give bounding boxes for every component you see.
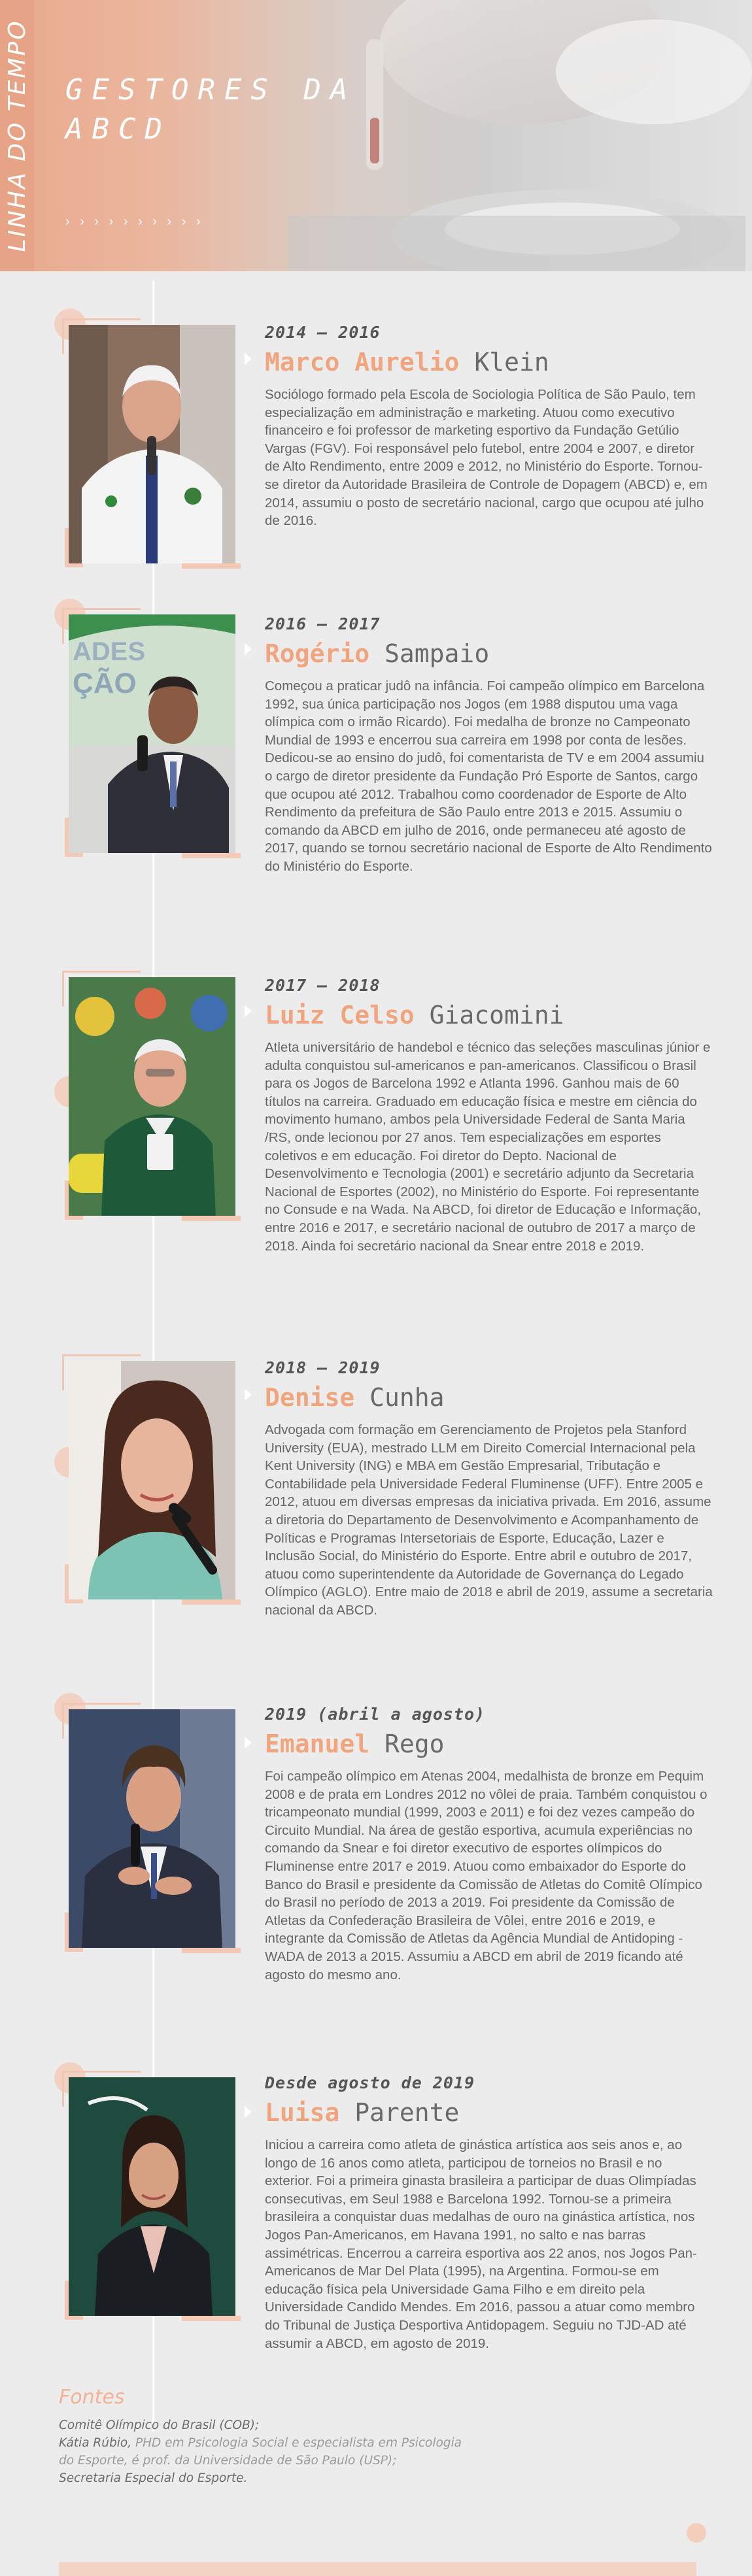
- entry-name: Denise Cunha: [265, 1383, 445, 1412]
- entry-name: Marco Aurelio Klein: [265, 348, 549, 376]
- entry-period: 2018 – 2019: [265, 1358, 381, 1377]
- portrait-photo-parente: [69, 2077, 235, 2316]
- arrow-decoration: › › › › › › › › › ›: [65, 214, 204, 229]
- portrait-frame: [69, 325, 235, 563]
- entry-period: 2019 (abril a agosto): [265, 1705, 486, 1724]
- header-banner: [0, 0, 752, 271]
- entry-bio: Advogada com formação em Gerenciamento de Projetos pela Stanford University (EUA), mestrado LLM em Direito Comercial Internacional pela Kent University (ING) e MBA em Gestão Empresarial, Tributação e Contabilidade pela Universidade Federal Fluminense (UFF). Entre 2005 e 2012, atuou em diversas empresas da iniciativa privada. Em 2016, assume a diretoria do Departamento de Desenvolvimento e Acompanhamento de Políticas e Programas Intersetoriais de Esporte, Educação, Lazer e Inclusão Social, do Ministério do Esporte. Entre abril e outubro de 2017, atuou como superintendente da Autoridade de Governança do Legado Olímpico (AGLO). Entre maio de 2018 e abril de 2019, assume a secretaria nacional da ABCD.: [265, 1422, 713, 1618]
- sources-section: [59, 2386, 517, 2487]
- portrait-frame: [69, 1709, 235, 1948]
- entry-name: Rogério Sampaio: [265, 639, 490, 668]
- entry-bio: Foi campeão olímpico em Atenas 2004, medalhista de bronze em Pequim 2008 e de prata em Londres 2012 no vôlei de praia. Também conquistou o tricampeonato mundial (1999, 2003 e 2011) e foi dez vezes campeão do Circuito Mundial. Na área de gestão esportiva, acumula experiências no comando da Snear e foi diretor executivo de esportes olímpicos do Fluminense entre 2017 e 2019. Atuou como embaixador do Esporte do Banco do Brasil e presidente da Comissão de Atletas do Comitê Olímpico do Brasil no período de 2013 a 2019. Foi presidente da Comissão de Atletas da Confederação Brasileira de Vôlei, entre 2016 e 2019, e integrante da Comissão de Atletas da Agência Mundial de Antidoping - WADA de 2013 a 2015. Assumiu a ABCD em abril de 2019 ficando até agosto do mesmo ano.: [265, 1769, 708, 1982]
- entry-period: 2014 – 2016: [265, 323, 381, 342]
- entry-bio: Começou a praticar judô na infância. Foi campeão olímpico em Barcelona 1992, sua única participação nos Jogos (em 1988 disputou uma vaga olímpica com o irmão Ricardo). Foi medalha de bronze no Campeonato Mundial de 1993 e encerrou sua carreira em 1998 por conta de lesões. Dedicou-se ao ensino do judô, foi comentarista de TV e em 2004 assumiu o cargo de diretor presidente da Fundação Pró Esporte de Santos, cargo que ocupou até 2012. Trabalhou como coordenador de Esporte de Alto Rendimento da prefeitura de São Paulo entre 2013 e 2015. Assumiu o comando da ABCD em julho de 2016, onde permaneceu até agosto de 2017, quando se tornou secretário nacional de Esporte de Alto Rendimento do Ministério do Esporte.: [265, 678, 712, 874]
- entry-bio: Sociólogo formado pela Escola de Sociologia Política de São Paulo, tem especialização em administração e marketing. Atuou como executivo financeiro e foi professor de marketing esportivo da Fundação Getúlio Vargas (FGV). Foi responsável pelo futebol, entre 2004 e 2007, e diretor de Alto Rendimento, entre 2009 e 2012, no Ministério do Esporte. Tornou-se diretor da Autoridade Brasileira de Controle de Dopagem (ABCD) e, em 2014, assumiu o posto de secretário nacional, cargo que ocupou até julho de 2016.: [265, 387, 708, 529]
- svg-text:ADES: ADES: [73, 637, 146, 666]
- entry-name: Luisa Parente: [265, 2098, 460, 2127]
- svg-text:ÇÃO: ÇÃO: [73, 667, 137, 699]
- entry-period: Desde agosto de 2019: [265, 2073, 475, 2092]
- entry-name: Emanuel Rego: [265, 1730, 445, 1758]
- entry-bio: Atleta universitário de handebol e técnico das seleções masculinas júnior e adulta conquistou sul-americanos e pan-americanos. Classificou o Brasil para os Jogos de Barcelona 1992 e Atlanta 1996. Ganhou mais de 60 títulos na carreira. Graduado em educação física e mestre em ciência do movimento humano, ambos pela Universidade Federal de Santa Maria /RS, onde lecionou por 27 anos. Tem especializações em esportes coletivos e em educação. Foi diretor do Depto. Nacional de Desenvolvimento e Tecnologia (2001) e secretário adjunto da Secretaria Nacional de Esportes (2002), no Ministério do Esporte. Foi representante no Consude e na Wada. Na ABCD, foi diretor de Educação e Informação, entre 2016 e 2017, e secretário nacional de outubro de 2017 a março de 2018. Ainda foi secretário nacional da Snear entre 2018 e 2019.: [265, 1040, 711, 1254]
- footer-bar: [59, 2562, 696, 2576]
- source-line: do Esporte, é prof. da Universidade de São Paulo (USP);: [59, 2454, 397, 2467]
- footer-dot: [687, 2523, 706, 2543]
- entry-period: 2016 – 2017: [265, 614, 381, 633]
- source-line: Comitê Olímpico do Brasil (COB);: [59, 2418, 260, 2432]
- vertical-title: LINHA DO TEMPO: [3, 19, 31, 252]
- portrait-frame: [69, 2077, 235, 2316]
- portrait-frame: [69, 1361, 235, 1599]
- portrait-photo-klein: [69, 325, 235, 563]
- source-line: Secretaria Especial do Esporte.: [59, 2471, 248, 2485]
- entry-name: Luiz Celso Giacomini: [265, 1001, 564, 1029]
- portrait-photo-rego: [69, 1709, 235, 1948]
- portrait-photo-cunha: [69, 1361, 235, 1599]
- portrait-frame: [69, 614, 235, 853]
- portrait-photo-giacomini: [69, 977, 235, 1216]
- portrait-frame: [69, 977, 235, 1216]
- entry-bio: Iniciou a carreira como atleta de ginástica artística aos seis anos e, ao longo de 16 anos como atleta, participou de torneios no Brasil e no exterior. Foi a primeira ginasta brasileira a participar de duas Olimpíadas consecutivas, em Seul 1988 e Barcelona 1992. Tornou-se a primeira brasileira a conquistar duas medalhas de ouro na ginástica artística, nos Jogos Pan-Americanos, em Havana 1991, no salto e nas barras assimétricas. Encerrou a carreira esportiva aos 22 anos, nos Jogos Pan-Americanos de Mar Del Plata (1995), na Argentina. Formou-se em educação física pela Universidade Gama Filho e em direito pela Universidade Candido Mendes. Em 2016, passou a atuar como membro do Tribunal de Justiça Desportiva Antidopagem. Seguiu no TJD-AD até assumir a ABCD, em agosto de 2019.: [265, 2137, 697, 2351]
- page-title: GESTORES DA ABCD: [65, 73, 357, 146]
- source-line: Kátia Rúbio, PHD em Psicologia Social e especialista em Psicologia: [59, 2436, 462, 2450]
- sources-title: Fontes: [59, 2386, 125, 2409]
- portrait-photo-sampaio: [69, 614, 235, 853]
- entry-period: 2017 – 2018: [265, 976, 381, 995]
